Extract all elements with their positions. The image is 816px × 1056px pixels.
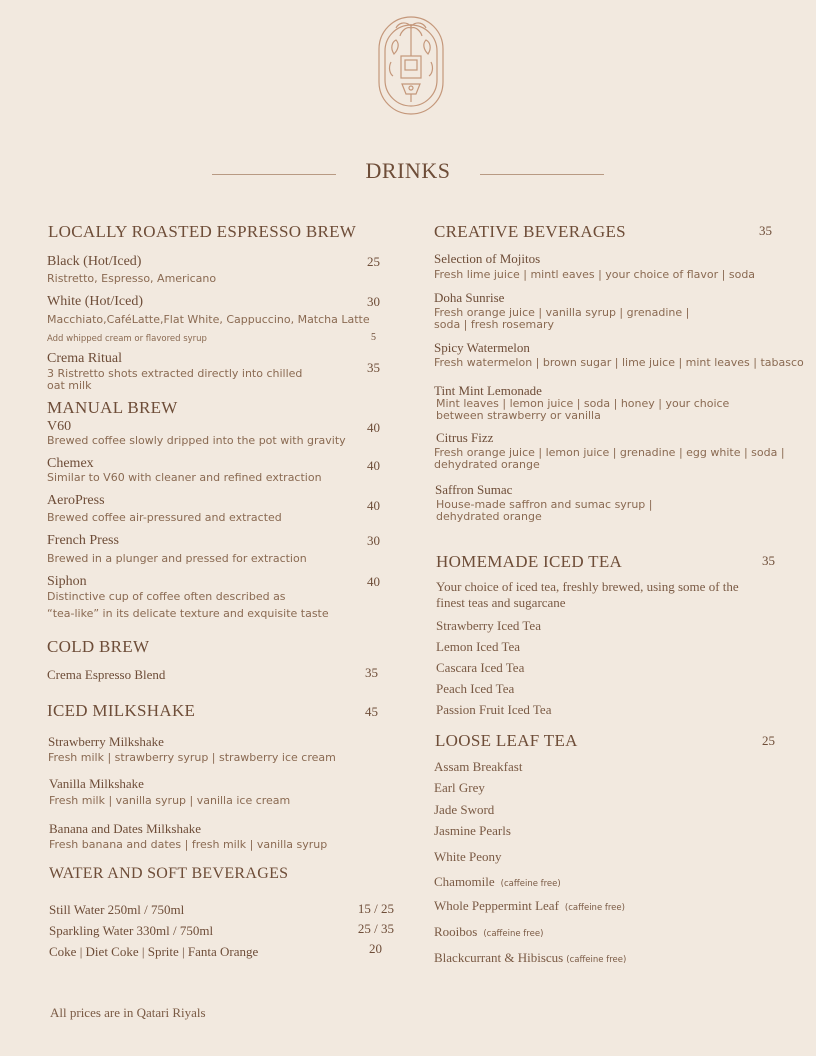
- loose-leaf-price: 25: [762, 733, 775, 748]
- palm-arch-logo-icon: [376, 14, 446, 116]
- caffeine-free-note: (caffeine free): [500, 879, 561, 889]
- item-name-aeropress: AeroPress: [47, 493, 105, 508]
- item-name-citrus-fizz: Citrus Fizz: [436, 430, 494, 445]
- section-heading-milkshake: ICED MILKSHAKE: [47, 701, 196, 720]
- item-desc-siphon: Distinctive cup of coffee often described as: [47, 590, 286, 603]
- section-heading-cold-brew: COLD BREW: [47, 637, 150, 656]
- loose-leaf-item-jasmine: Jasmine Pearls: [434, 823, 511, 838]
- addon-text: Add whipped cream or flavored syrup: [47, 334, 207, 344]
- section-heading-manual: MANUAL BREW: [47, 398, 178, 417]
- item-desc-siphon-line2: “tea-like” in its delicate texture and exquisite taste: [47, 607, 329, 620]
- tea-name: Blackcurrant & Hibiscus: [434, 950, 564, 965]
- loose-leaf-item-chamomile: [434, 874, 561, 890]
- addon-price: 5: [371, 332, 376, 343]
- item-desc-citrus-fizz-line2: dehydrated orange: [434, 458, 540, 471]
- item-name-still-water: Still Water 250ml / 750ml: [49, 902, 185, 917]
- item-price-crema-espresso-blend: 35: [365, 665, 378, 680]
- item-name-crema-espresso-blend: Crema Espresso Blend: [47, 667, 166, 682]
- loose-leaf-item-earl-grey: Earl Grey: [434, 780, 485, 795]
- item-price-soft-drinks: 20: [369, 941, 382, 956]
- item-desc-banana-dates-milkshake: Fresh banana and dates | fresh milk | vanilla syrup: [49, 838, 328, 851]
- title-rule-right: [480, 174, 604, 175]
- loose-leaf-item-jade-sword: Jade Sword: [434, 802, 495, 817]
- loose-leaf-item-blackcurrant: [434, 950, 626, 966]
- iced-tea-item-strawberry: Strawberry Iced Tea: [436, 618, 541, 633]
- iced-tea-item-cascara: Cascara Iced Tea: [436, 660, 525, 675]
- footer-note: All prices are in Qatari Riyals: [50, 1005, 206, 1020]
- loose-leaf-item-peppermint: [434, 898, 625, 914]
- item-name-french-press: French Press: [47, 533, 119, 548]
- item-desc-vanilla-milkshake: Fresh milk | vanilla syrup | vanilla ice cream: [49, 794, 291, 807]
- item-desc-tint-mint-lemonade: Mint leaves | lemon juice | soda | honey | your choice: [436, 397, 730, 410]
- section-heading-iced-tea: HOMEMADE ICED TEA: [436, 552, 623, 571]
- item-desc-french-press: Brewed in a plunger and pressed for extraction: [47, 552, 307, 565]
- iced-tea-price: 35: [762, 553, 775, 568]
- caffeine-free-note: (caffeine free): [566, 955, 627, 965]
- iced-tea-item-peach: Peach Iced Tea: [436, 681, 515, 696]
- section-heading-creative: CREATIVE BEVERAGES: [434, 222, 626, 241]
- item-desc-black: Ristretto, Espresso, Americano: [47, 272, 217, 285]
- creative-price: 35: [759, 223, 772, 238]
- item-desc-citrus-fizz: Fresh orange juice | lemon juice | grenadine | egg white | soda |: [434, 446, 785, 459]
- item-price-aeropress: 40: [367, 498, 380, 513]
- item-desc-mojitos: Fresh lime juice | mintl eaves | your choice of flavor | soda: [434, 268, 756, 281]
- item-name-mojitos: Selection of Mojitos: [434, 251, 541, 266]
- item-desc-crema-ritual: 3 Ristretto shots extracted directly into chilled oat milk: [47, 367, 303, 392]
- item-desc-doha-sunrise: Fresh orange juice | vanilla syrup | grenadine |: [434, 306, 690, 319]
- item-name-vanilla-milkshake: Vanilla Milkshake: [49, 776, 144, 791]
- item-price-v60: 40: [367, 420, 380, 435]
- item-desc-chemex: Similar to V60 with cleaner and refined extraction: [47, 471, 322, 484]
- item-name-sparkling-water: Sparkling Water 330ml / 750ml: [49, 923, 214, 938]
- item-price-white: 30: [367, 294, 380, 309]
- item-name-spicy-watermelon: Spicy Watermelon: [434, 340, 530, 355]
- item-name-chemex: Chemex: [47, 456, 94, 471]
- item-desc-white: Macchiato,CaféLatte,Flat White, Cappuccino, Matcha Latte: [47, 313, 370, 326]
- milkshake-price: 45: [365, 704, 378, 719]
- item-name-crema-ritual: Crema Ritual: [47, 351, 123, 366]
- loose-leaf-item-assam: Assam Breakfast: [434, 759, 523, 774]
- item-desc-spicy-watermelon: Fresh watermelon | brown sugar | lime juice | mint leaves | tabasco: [434, 356, 804, 369]
- section-heading-espresso: LOCALLY ROASTED ESPRESSO BREW: [48, 222, 357, 241]
- item-desc-strawberry-milkshake: Fresh milk | strawberry syrup | strawberry ice cream: [48, 751, 336, 764]
- item-name-saffron-sumac: Saffron Sumac: [435, 482, 513, 497]
- item-name-siphon: Siphon: [47, 574, 87, 589]
- caffeine-free-note: (caffeine free): [564, 903, 625, 913]
- item-name-white: White (Hot/Iced): [47, 294, 144, 309]
- item-desc-tint-mint-lemonade-line2: between strawberry or vanilla: [436, 409, 601, 422]
- item-desc-v60: Brewed coffee slowly dripped into the pot with gravity: [47, 434, 346, 447]
- item-price-crema-ritual: 35: [367, 360, 380, 375]
- item-desc-aeropress: Brewed coffee air-pressured and extracted: [47, 511, 282, 524]
- item-name-tint-mint-lemonade: Tint Mint Lemonade: [434, 383, 542, 398]
- loose-leaf-item-white-peony: White Peony: [434, 849, 502, 864]
- iced-tea-intro-line2: finest teas and sugarcane: [436, 595, 566, 610]
- item-price-french-press: 30: [367, 533, 380, 548]
- item-name-black: Black (Hot/Iced): [47, 254, 142, 269]
- title-rule-left: [212, 174, 336, 175]
- iced-tea-item-passion-fruit: Passion Fruit Iced Tea: [436, 702, 552, 717]
- iced-tea-intro: Your choice of iced tea, freshly brewed, using some of the: [436, 579, 739, 594]
- item-name-banana-dates-milkshake: Banana and Dates Milkshake: [49, 821, 201, 836]
- tea-name: Whole Peppermint Leaf: [434, 898, 559, 913]
- item-name-strawberry-milkshake: Strawberry Milkshake: [48, 734, 164, 749]
- item-price-sparkling-water: 25 / 35: [357, 921, 394, 936]
- tea-name: Rooibos: [434, 924, 478, 939]
- tea-name: Chamomile: [434, 874, 495, 889]
- item-name-soft-drinks: Coke | Diet Coke | Sprite | Fanta Orange: [49, 944, 259, 959]
- item-price-siphon: 40: [367, 574, 380, 589]
- caffeine-free-note: (caffeine free): [483, 929, 544, 939]
- item-name-doha-sunrise: Doha Sunrise: [434, 290, 505, 305]
- loose-leaf-item-rooibos: [434, 924, 543, 940]
- item-price-chemex: 40: [367, 458, 380, 473]
- section-heading-loose-leaf: LOOSE LEAF TEA: [435, 731, 578, 750]
- item-name-v60: V60: [47, 419, 72, 434]
- page-title: DRINKS: [365, 158, 451, 183]
- item-price-black: 25: [367, 254, 380, 269]
- item-price-still-water: 15 / 25: [357, 901, 394, 916]
- item-desc-doha-sunrise-line2: soda | fresh rosemary: [434, 318, 555, 331]
- iced-tea-item-lemon: Lemon Iced Tea: [436, 639, 521, 654]
- item-desc-saffron-sumac: House-made saffron and sumac syrup |: [436, 498, 653, 511]
- section-heading-water: WATER AND SOFT BEVERAGES: [49, 865, 289, 882]
- item-desc-saffron-sumac-line2: dehydrated orange: [436, 510, 542, 523]
